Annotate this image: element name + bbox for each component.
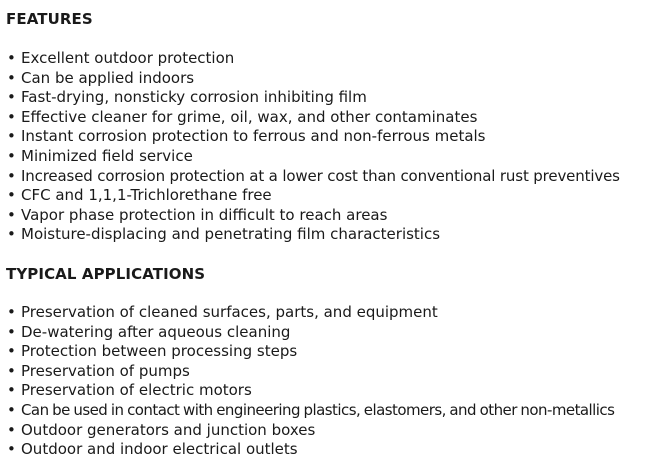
list-item: • Moisture-displacing and penetrating film characteristics bbox=[6, 225, 620, 245]
list-item: • De-watering after aqueous cleaning bbox=[6, 323, 614, 343]
list-item: • Vapor phase protection in difficult to reach areas bbox=[6, 206, 620, 226]
list-item: • Excellent outdoor protection bbox=[6, 49, 620, 69]
list-item: • Fast-drying, nonsticky corrosion inhibiting film bbox=[6, 88, 620, 108]
list-item: • Increased corrosion protection at a lower cost than conventional rust preventives bbox=[6, 167, 620, 187]
applications-list bbox=[6, 303, 614, 460]
applications-heading: TYPICAL APPLICATIONS bbox=[6, 265, 206, 283]
list-item: • Outdoor and indoor electrical outlets bbox=[6, 440, 614, 460]
list-item: • Preservation of pumps bbox=[6, 362, 614, 382]
list-item: • Can be applied indoors bbox=[6, 69, 620, 89]
list-item: • Preservation of cleaned surfaces, parts, and equipment bbox=[6, 303, 614, 323]
features-heading: FEATURES bbox=[6, 10, 93, 28]
list-item: • Outdoor generators and junction boxes bbox=[6, 421, 614, 441]
list-item: • CFC and 1,1,1-Trichlorethane free bbox=[6, 186, 620, 206]
features-list bbox=[6, 49, 620, 245]
list-item: • Can be used in contact with engineering plastics, elastomers, and other non-metallics bbox=[6, 401, 614, 421]
list-item: • Effective cleaner for grime, oil, wax, and other contaminates bbox=[6, 108, 620, 128]
list-item: • Preservation of electric motors bbox=[6, 381, 614, 401]
list-item: • Minimized field service bbox=[6, 147, 620, 167]
list-item: • Instant corrosion protection to ferrous and non-ferrous metals bbox=[6, 127, 620, 147]
list-item: • Protection between processing steps bbox=[6, 342, 614, 362]
